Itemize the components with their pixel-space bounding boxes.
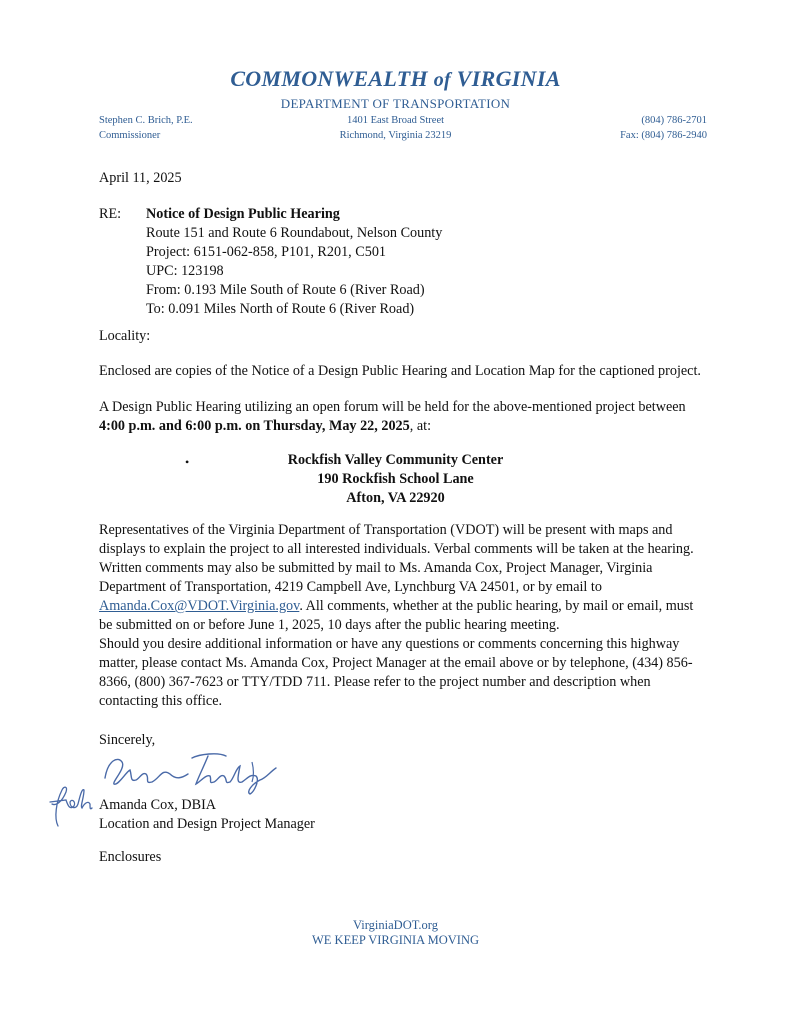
phone-number: (804) 786-2701	[641, 115, 707, 126]
re-label: RE:	[99, 206, 122, 222]
venue-city: Afton, VA 22920	[346, 490, 445, 506]
commissioner-name: Stephen C. Brich, P.E.	[99, 115, 193, 126]
handwritten-signature	[100, 748, 285, 798]
re-to: To: 0.091 Miles North of Route 6 (River Road)	[146, 301, 415, 317]
para3-line3: Written comments may also be submitted by mail to Ms. Amanda Cox, Project Manager, Virginia	[99, 560, 653, 576]
hearing-time: 4:00 p.m. and 6:00 p.m. on Thursday, May 22, 2025	[99, 418, 410, 434]
para4-line4: contacting this office.	[99, 693, 223, 709]
commissioner-title: Commissioner	[99, 130, 161, 141]
address-line1: 1401 East Broad Street	[346, 115, 445, 126]
title-of: of	[433, 69, 451, 91]
signer-block	[99, 796, 315, 834]
re-block	[146, 205, 442, 319]
para4-line1: Should you desire additional information or have any questions or comments concerning this highway	[99, 636, 680, 652]
letter-date: April 11, 2025	[99, 170, 182, 186]
signer-name: Amanda Cox, DBIA	[99, 797, 217, 813]
letterhead-title	[0, 66, 791, 92]
re-route: Route 151 and Route 6 Roundabout, Nelson County	[146, 225, 443, 241]
re-upc: UPC: 123198	[146, 263, 224, 279]
para3-line6: be submitted on or before June 1, 2025, 10 days after the public hearing meeting.	[99, 617, 560, 633]
title-state: VIRGINIA	[456, 66, 561, 91]
handwritten-initials	[44, 782, 96, 830]
footer	[0, 918, 791, 948]
venue-block	[0, 451, 791, 508]
re-project: Project: 6151-062-858, P101, R201, C501	[146, 244, 387, 260]
hearing-at: , at:	[409, 418, 432, 434]
footer-slogan: WE KEEP VIRGINIA MOVING	[312, 933, 479, 947]
stray-dot: •	[185, 455, 190, 469]
para4-line3: 8366, (800) 367-7623 or TTY/TDD 711. Please refer to the project number and description when	[99, 674, 651, 690]
fax-number: Fax: (804) 786-2940	[620, 130, 707, 141]
re-subject: Notice of Design Public Hearing	[146, 206, 340, 222]
title-main: COMMONWEALTH	[230, 66, 428, 91]
hearing-time-line	[99, 417, 711, 436]
para4-line2: matter, please contact Ms. Amanda Cox, Project Manager at the email above or by telephone, (434) 856-	[99, 655, 693, 671]
closing: Sincerely,	[99, 732, 156, 748]
venue-street: 190 Rockfish School Lane	[317, 471, 474, 487]
para3-line2: displays to explain the project to all interested individuals. Verbal comments will be taken at the hearing.	[99, 541, 694, 557]
paragraph-hearing	[99, 398, 711, 436]
para3-line1: Representatives of the Virginia Department of Transportation (VDOT) will be present with maps and	[99, 522, 673, 538]
salutation: Locality:	[99, 328, 151, 344]
hearing-intro: A Design Public Hearing utilizing an open forum will be held for the above-mentioned project between	[99, 399, 686, 415]
paragraph-enclosed: Enclosed are copies of the Notice of a Design Public Hearing and Location Map for the captioned project.	[99, 363, 701, 379]
re-from: From: 0.193 Mile South of Route 6 (River Road)	[146, 282, 425, 298]
contact-block	[620, 113, 707, 143]
para3-after-email: . All comments, whether at the public hearing, by mail or email, must	[299, 598, 694, 614]
signer-title: Location and Design Project Manager	[99, 816, 315, 832]
footer-website: VirginiaDOT.org	[352, 918, 438, 932]
email-link[interactable]: Amanda.Cox@VDOT.Virginia.gov	[99, 598, 300, 614]
para3-line5	[99, 597, 711, 616]
paragraph-contact	[99, 635, 711, 711]
para3-line4: Department of Transportation, 4219 Campbell Ave, Lynchburg VA 24501, or by email to	[99, 579, 602, 595]
department-name: DEPARTMENT OF TRANSPORTATION	[280, 96, 511, 111]
address-line2: Richmond, Virginia 23219	[339, 130, 452, 141]
venue-name: Rockfish Valley Community Center	[287, 452, 504, 468]
paragraph-representatives	[99, 521, 711, 635]
enclosures-label: Enclosures	[99, 849, 162, 865]
